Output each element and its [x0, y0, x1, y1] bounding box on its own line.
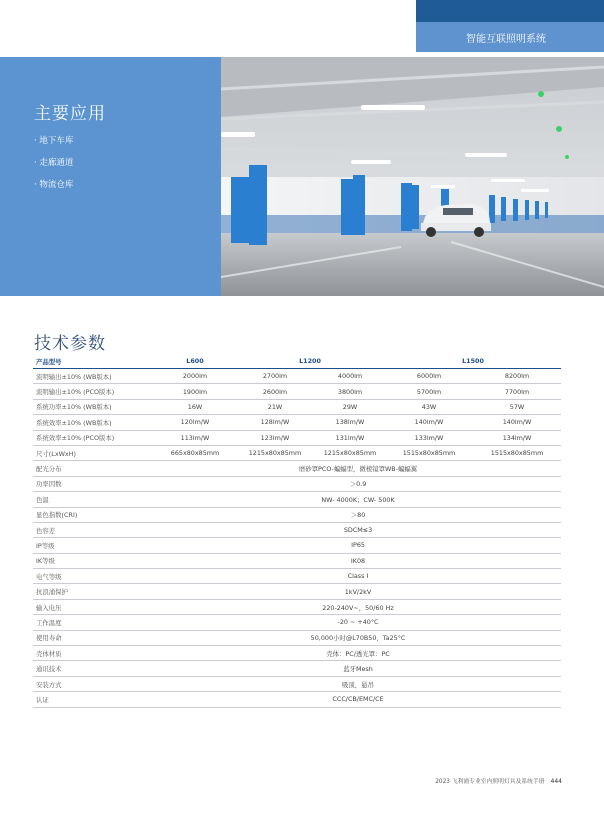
row-label: 尺寸(LxWxH) — [33, 445, 155, 460]
list-item: · 走廊通道 — [34, 158, 74, 168]
table-cell: 134lm/W — [473, 430, 561, 445]
applications-section — [0, 57, 604, 296]
table-row — [33, 599, 561, 614]
table-cell: IP65 — [155, 538, 561, 553]
table-row — [33, 461, 561, 476]
applications-list — [34, 133, 73, 199]
row-label: 显色指数(CRI) — [33, 507, 155, 522]
table-cell: 29W — [315, 399, 385, 414]
table-cell: 131lm/W — [315, 430, 385, 445]
table-cell: 2600lm — [235, 384, 315, 399]
table-row — [33, 369, 561, 384]
specs-table — [33, 354, 561, 708]
table-cell: 6000lm — [385, 369, 473, 384]
row-label: 使用寿命 — [33, 630, 155, 645]
column-header-l600: L600 — [155, 354, 235, 369]
table-cell: 1215x80x85mm — [235, 445, 315, 460]
table-row — [33, 430, 561, 445]
row-label: 配光分布 — [33, 461, 155, 476]
row-label: 壳体材质 — [33, 646, 155, 661]
table-cell: 1515x80x85mm — [473, 445, 561, 460]
table-cell: 50,000小时@L70B50，Ta25°C — [155, 630, 561, 645]
table-cell: SDCM≤3 — [155, 522, 561, 537]
table-cell: 123lm/W — [235, 430, 315, 445]
table-cell: 磨砂罩PCO-蝙蝠型，微棱镜罩WB-蝙蝠翼 — [155, 461, 561, 476]
row-label: 认证 — [33, 692, 155, 707]
row-label: 功率因数 — [33, 476, 155, 491]
table-cell: 220-240V~，50/60 Hz — [155, 599, 561, 614]
applications-title: 主要应用 — [34, 104, 106, 124]
row-label: 系统功率±10% (WB版本) — [33, 399, 155, 414]
table-cell: 120lm/W — [155, 415, 235, 430]
table-row — [33, 399, 561, 414]
table-row — [33, 584, 561, 599]
table-header-row — [33, 354, 561, 369]
table-cell: 7700lm — [473, 384, 561, 399]
table-cell: IK08 — [155, 553, 561, 568]
table-cell: 2700lm — [235, 369, 315, 384]
applications-panel — [0, 57, 221, 296]
row-label: 通讯技术 — [33, 661, 155, 676]
row-label: 电气等级 — [33, 569, 155, 584]
table-row — [33, 522, 561, 537]
table-row — [33, 492, 561, 507]
table-row — [33, 569, 561, 584]
table-row — [33, 692, 561, 707]
column-header-l1200: L1200 — [235, 354, 385, 369]
table-cell: ＞0.9 — [155, 476, 561, 491]
table-cell: 140lm/W — [385, 415, 473, 430]
table-cell: 43W — [385, 399, 473, 414]
table-row — [33, 661, 561, 676]
header-accent-block — [416, 0, 604, 22]
table-cell: 138lm/W — [315, 415, 385, 430]
table-row — [33, 507, 561, 522]
table-cell: 1515x80x85mm — [385, 445, 473, 460]
row-label: IP等级 — [33, 538, 155, 553]
table-row — [33, 646, 561, 661]
row-label: 流明输出±10% (WB版本) — [33, 369, 155, 384]
table-row — [33, 476, 561, 491]
list-item: · 物流仓库 — [34, 180, 74, 190]
table-cell: CCC/CB/EMC/CE — [155, 692, 561, 707]
table-row — [33, 553, 561, 568]
table-cell: 128lm/W — [235, 415, 315, 430]
table-cell: 133lm/W — [385, 430, 473, 445]
row-label: 系统效率±10% (WB版本) — [33, 415, 155, 430]
row-label: 安装方式 — [33, 676, 155, 691]
row-label: IK等级 — [33, 553, 155, 568]
parking-garage-photo — [221, 57, 604, 296]
footer-text: 2023 飞利浦专业室内照明灯具及系统手册 — [435, 779, 545, 785]
table-cell: 2000lm — [155, 369, 235, 384]
table-cell: 1900lm — [155, 384, 235, 399]
column-header-model: 产品型号 — [33, 354, 155, 369]
table-cell: 57W — [473, 399, 561, 414]
table-cell: 113lm/W — [155, 430, 235, 445]
header-band-title: 智能互联照明系统 — [466, 34, 546, 45]
table-cell: 吸顶，悬吊 — [155, 676, 561, 691]
page-footer — [435, 776, 562, 785]
table-cell: 5700lm — [385, 384, 473, 399]
table-cell: NW- 4000K；CW- 500K — [155, 492, 561, 507]
table-cell: 壳体：PC/透光罩：PC — [155, 646, 561, 661]
column-header-l1500: L1500 — [385, 354, 561, 369]
table-row — [33, 630, 561, 645]
table-row — [33, 445, 561, 460]
table-row — [33, 538, 561, 553]
row-label: 色容差 — [33, 522, 155, 537]
table-cell: 1215x80x85mm — [315, 445, 385, 460]
table-cell: 665x80x85mm — [155, 445, 235, 460]
table-cell: 3800lm — [315, 384, 385, 399]
table-cell: -20 ~ +40°C — [155, 615, 561, 630]
row-label: 系统效率±10% (PCO版本) — [33, 430, 155, 445]
table-row — [33, 415, 561, 430]
row-label: 抗浪涌保护 — [33, 584, 155, 599]
table-row — [33, 615, 561, 630]
table-cell: 16W — [155, 399, 235, 414]
row-label: 输入电压 — [33, 599, 155, 614]
table-cell: 21W — [235, 399, 315, 414]
table-cell: ＞80 — [155, 507, 561, 522]
row-label: 工作温度 — [33, 615, 155, 630]
table-cell: 蓝牙Mesh — [155, 661, 561, 676]
page-number: 444 — [550, 778, 562, 785]
table-cell: 1kV/2kV — [155, 584, 561, 599]
specs-title: 技术参数 — [34, 334, 106, 354]
row-label: 流明输出±10% (PCO版本) — [33, 384, 155, 399]
table-cell: 140lm/W — [473, 415, 561, 430]
table-cell: 8200lm — [473, 369, 561, 384]
table-row — [33, 384, 561, 399]
header-band — [416, 22, 604, 52]
table-row — [33, 676, 561, 691]
table-cell: 4000lm — [315, 369, 385, 384]
list-item: · 地下车库 — [34, 136, 74, 146]
table-cell: Class I — [155, 569, 561, 584]
row-label: 色温 — [33, 492, 155, 507]
